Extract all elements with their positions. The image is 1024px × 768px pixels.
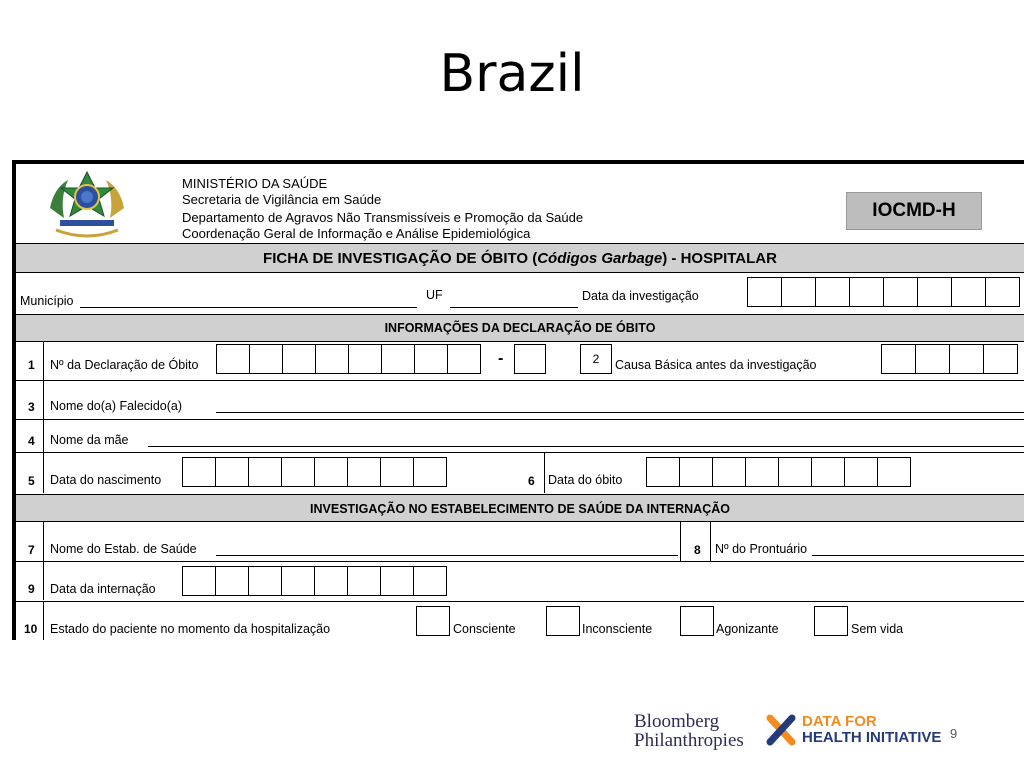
mother-name-label: Nome da mãe <box>50 433 129 447</box>
department-name: Departamento de Agravos Não Transmissíveis e Promoção da Saúde <box>182 210 584 225</box>
patient-state-label: Estado do paciente no momento da hospitalização <box>50 622 331 636</box>
row1-separator <box>43 342 44 380</box>
row7-bottom-rule <box>16 561 1024 562</box>
bloomberg-logo-line1: Bloomberg <box>634 711 720 732</box>
certificate-check-digit-box[interactable] <box>514 344 545 374</box>
section1-title: INFORMAÇÕES DA DECLARAÇÃO DE ÓBITO <box>384 321 656 335</box>
row4-number: 4 <box>28 434 35 448</box>
conscious-checkbox[interactable] <box>416 606 450 636</box>
row3-separator <box>43 381 44 419</box>
basic-cause-label: Causa Básica antes da investigação <box>615 358 817 372</box>
form-title: FICHA DE INVESTIGAÇÃO DE ÓBITO (Códigos Garbage) - HOSPITALAR <box>263 250 777 267</box>
uf-label: UF <box>426 288 443 302</box>
data-for-health-x-icon <box>766 714 796 746</box>
health-facility-name-label: Nome do Estab. de Saúde <box>50 542 197 556</box>
unconscious-option-label: Inconsciente <box>582 622 653 636</box>
municipio-field[interactable] <box>80 307 417 308</box>
d4h-logo-line2: HEALTH INITIATIVE <box>802 729 942 746</box>
row5-number: 5 <box>28 474 35 488</box>
row1-bottom-rule <box>16 380 1024 381</box>
row8-separator <box>710 522 711 561</box>
row7-divider <box>680 522 681 561</box>
row10-number: 10 <box>24 622 38 636</box>
admission-date-label: Data da internação <box>50 582 156 596</box>
birth-date-boxes[interactable] <box>182 457 446 487</box>
coordination-name: Coordenação Geral de Informação e Análise Epidemiológica <box>182 226 531 241</box>
section2-title: INVESTIGAÇÃO NO ESTABELECIMENTO DE SAÚDE DA INTERNAÇÃO <box>310 502 730 516</box>
medical-record-number-field[interactable] <box>812 555 1024 556</box>
row4-separator <box>43 420 44 452</box>
row9-separator <box>43 562 44 600</box>
row3-number: 3 <box>28 400 35 414</box>
slide-title: Brazil <box>439 44 585 104</box>
medical-record-number-label: Nº do Prontuário <box>715 542 808 556</box>
no-life-checkbox[interactable] <box>814 606 848 636</box>
row1-number: 1 <box>28 358 35 372</box>
certificate-dash: - <box>498 350 504 367</box>
unconscious-checkbox[interactable] <box>546 606 580 636</box>
municipio-label: Município <box>20 294 74 308</box>
bloomberg-philanthropies-logo <box>634 712 744 750</box>
row9-bottom-rule <box>16 601 1024 602</box>
agonizing-checkbox[interactable] <box>680 606 714 636</box>
form-code-badge: IOCMD-H <box>846 192 982 230</box>
slide-page-number: 9 <box>950 726 958 741</box>
d4h-logo-line1: DATA FOR <box>802 713 877 730</box>
death-certificate-number-boxes[interactable] <box>216 344 480 374</box>
birth-date-label: Data do nascimento <box>50 473 162 487</box>
row4-bottom-rule <box>16 452 1024 453</box>
row8-number: 8 <box>694 543 701 557</box>
section2-bar <box>16 494 1024 522</box>
health-facility-name-field[interactable] <box>216 555 678 556</box>
row9-number: 9 <box>28 582 35 596</box>
row10-separator <box>43 602 44 640</box>
section1-bar <box>16 314 1024 342</box>
mother-name-field[interactable] <box>148 446 1024 447</box>
brazil-coat-of-arms-icon <box>46 168 128 242</box>
uf-field[interactable] <box>450 307 578 308</box>
row6-number: 6 <box>528 474 535 488</box>
investigation-date-boxes[interactable] <box>747 277 1019 307</box>
agonizing-option-label: Agonizante <box>716 622 779 636</box>
deceased-name-label: Nome do(a) Falecido(a) <box>50 399 182 413</box>
death-investigation-form <box>12 160 1024 640</box>
row5-separator <box>43 453 44 493</box>
secretariat-name: Secretaria de Vigilância em Saúde <box>182 192 382 207</box>
death-certificate-number-label: Nº da Declaração de Óbito <box>50 358 199 372</box>
death-date-label: Data do óbito <box>548 473 623 487</box>
row2-number-box: 2 <box>580 344 611 374</box>
row3-bottom-rule <box>16 419 1024 420</box>
investigation-date-label: Data da investigação <box>582 289 699 303</box>
no-life-option-label: Sem vida <box>851 622 904 636</box>
deceased-name-field[interactable] <box>216 412 1024 413</box>
bloomberg-logo-line2: Philanthropies <box>634 730 744 751</box>
basic-cause-boxes[interactable] <box>881 344 1017 374</box>
death-date-boxes[interactable] <box>646 457 910 487</box>
ministry-name: MINISTÉRIO DA SAÚDE <box>182 176 328 191</box>
conscious-option-label: Consciente <box>453 622 516 636</box>
row7-separator <box>43 522 44 561</box>
admission-date-boxes[interactable] <box>182 566 446 596</box>
row7-number: 7 <box>28 543 35 557</box>
data-for-health-logo <box>766 714 941 746</box>
row6-separator <box>544 453 545 493</box>
main-title-bar <box>16 243 1024 273</box>
